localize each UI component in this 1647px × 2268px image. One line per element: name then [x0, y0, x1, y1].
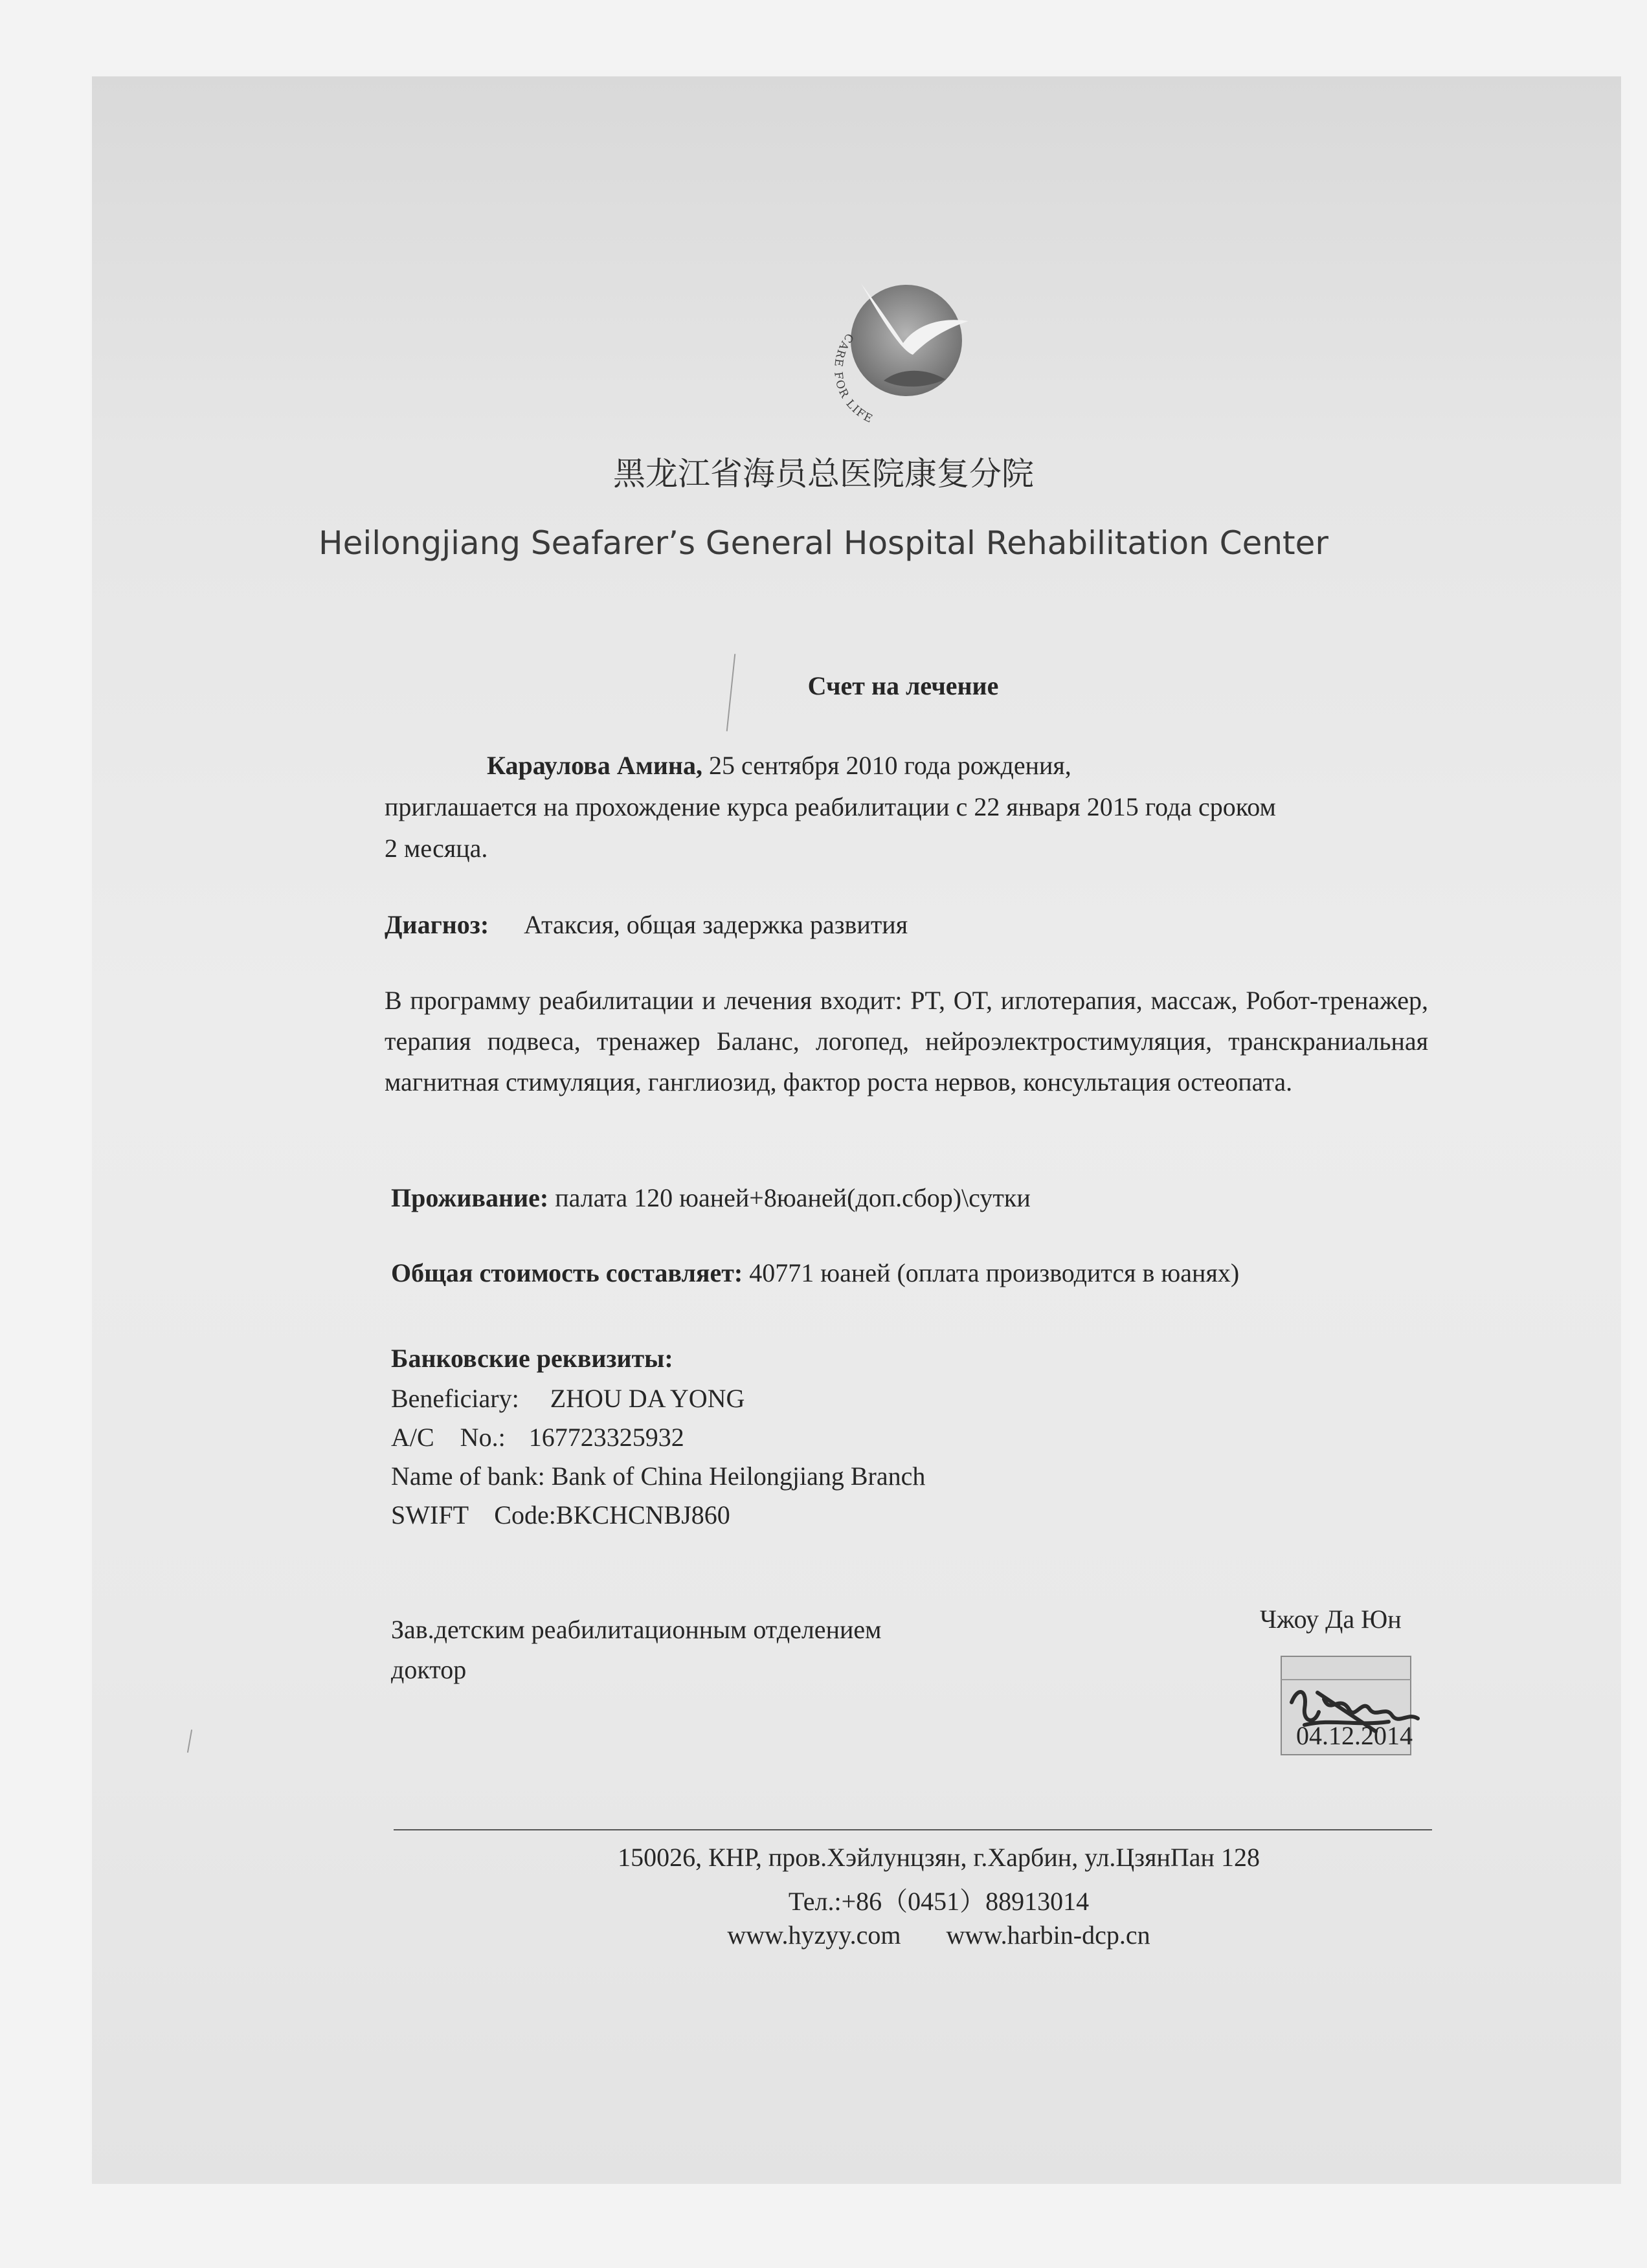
position-title: Зав.детским реабилитационным отделением: [391, 1615, 882, 1644]
bank-details-heading: Банковские реквизиты:: [391, 1344, 673, 1373]
document-title: Счет на лечение: [807, 671, 999, 700]
footer-address: 150026, КНР, пров.Хэйлунцзян, г.Харбин, ул.ЦзянПан 128: [618, 1843, 1260, 1872]
account-line: [391, 1421, 684, 1454]
diagnosis-label: Диагноз:: [385, 910, 489, 939]
program-paragraph: В программу реабилитации и лечения входит: PT, OT, иглотерапия, массаж, Робот-тренажер, терапия подвеса, тренажер Баланс, логопед, нейроэлектростимуляция, транскраниальная магнитная стимуляция, ганглиозид, фактор роста нервов, консультация остеопата.: [385, 986, 1428, 1096]
hospital-name-chinese: 黑龙江省海员总医院康复分院: [613, 455, 1034, 493]
footer-website-2[interactable]: www.harbin-dcp.cn: [946, 1920, 1150, 1950]
accommodation-value: палата 120 юаней+8юаней(доп.сбор)\сутки: [548, 1183, 1031, 1212]
total-cost-label: Общая стоимость составляет:: [391, 1258, 743, 1287]
accommodation-line: [391, 1182, 1031, 1214]
signature-date: 04.12.2014: [1296, 1721, 1413, 1750]
footer-websites: [531, 1920, 1347, 1950]
diagnosis-line: [385, 909, 908, 941]
signatory-name: Чжоу Да Юн: [1260, 1605, 1402, 1634]
hospital-name-english: Heilongjiang Seafarer’s General Hospital Rehabilitation Center: [319, 524, 1328, 562]
bank-name-line: Name of bank: Bank of China Heilongjiang Branch: [391, 1462, 926, 1491]
invitation-text: приглашается на прохождение курса реабилитации с 22 января 2015 года сроком: [385, 792, 1276, 821]
beneficiary-value: ZHOU DA YONG: [550, 1384, 745, 1413]
accommodation-label: Проживание:: [391, 1183, 549, 1212]
total-cost-line: [391, 1257, 1239, 1289]
hospital-logo: [822, 271, 975, 430]
patient-line: [487, 750, 1071, 782]
duration-text: 2 месяца.: [385, 834, 488, 863]
swift-line: [391, 1499, 730, 1531]
swift-label: SWIFT Code:: [391, 1500, 556, 1529]
position-doctor: доктор: [391, 1655, 467, 1684]
total-cost-value: 40771 юаней (оплата производится в юанях): [743, 1258, 1240, 1287]
patient-name: Караулова Амина,: [487, 751, 702, 780]
diagnosis-value: Атаксия, общая задержка развития: [524, 910, 908, 939]
footer-phone: Тел.:+86（0451）88913014: [788, 1887, 1090, 1916]
beneficiary-line: [391, 1383, 745, 1415]
footer-divider: [394, 1829, 1432, 1830]
account-value: 167723325932: [528, 1423, 684, 1452]
beneficiary-label: Beneficiary:: [391, 1384, 519, 1413]
swift-value: BKCHCNBJ860: [555, 1500, 730, 1529]
footer-website-1[interactable]: www.hyzyy.com: [727, 1920, 901, 1950]
logo-motto: CARE FOR LIFE: [831, 330, 876, 427]
account-label: A/C No.:: [391, 1423, 506, 1452]
birth-date-text: 25 сентября 2010 года рождения,: [702, 751, 1071, 780]
